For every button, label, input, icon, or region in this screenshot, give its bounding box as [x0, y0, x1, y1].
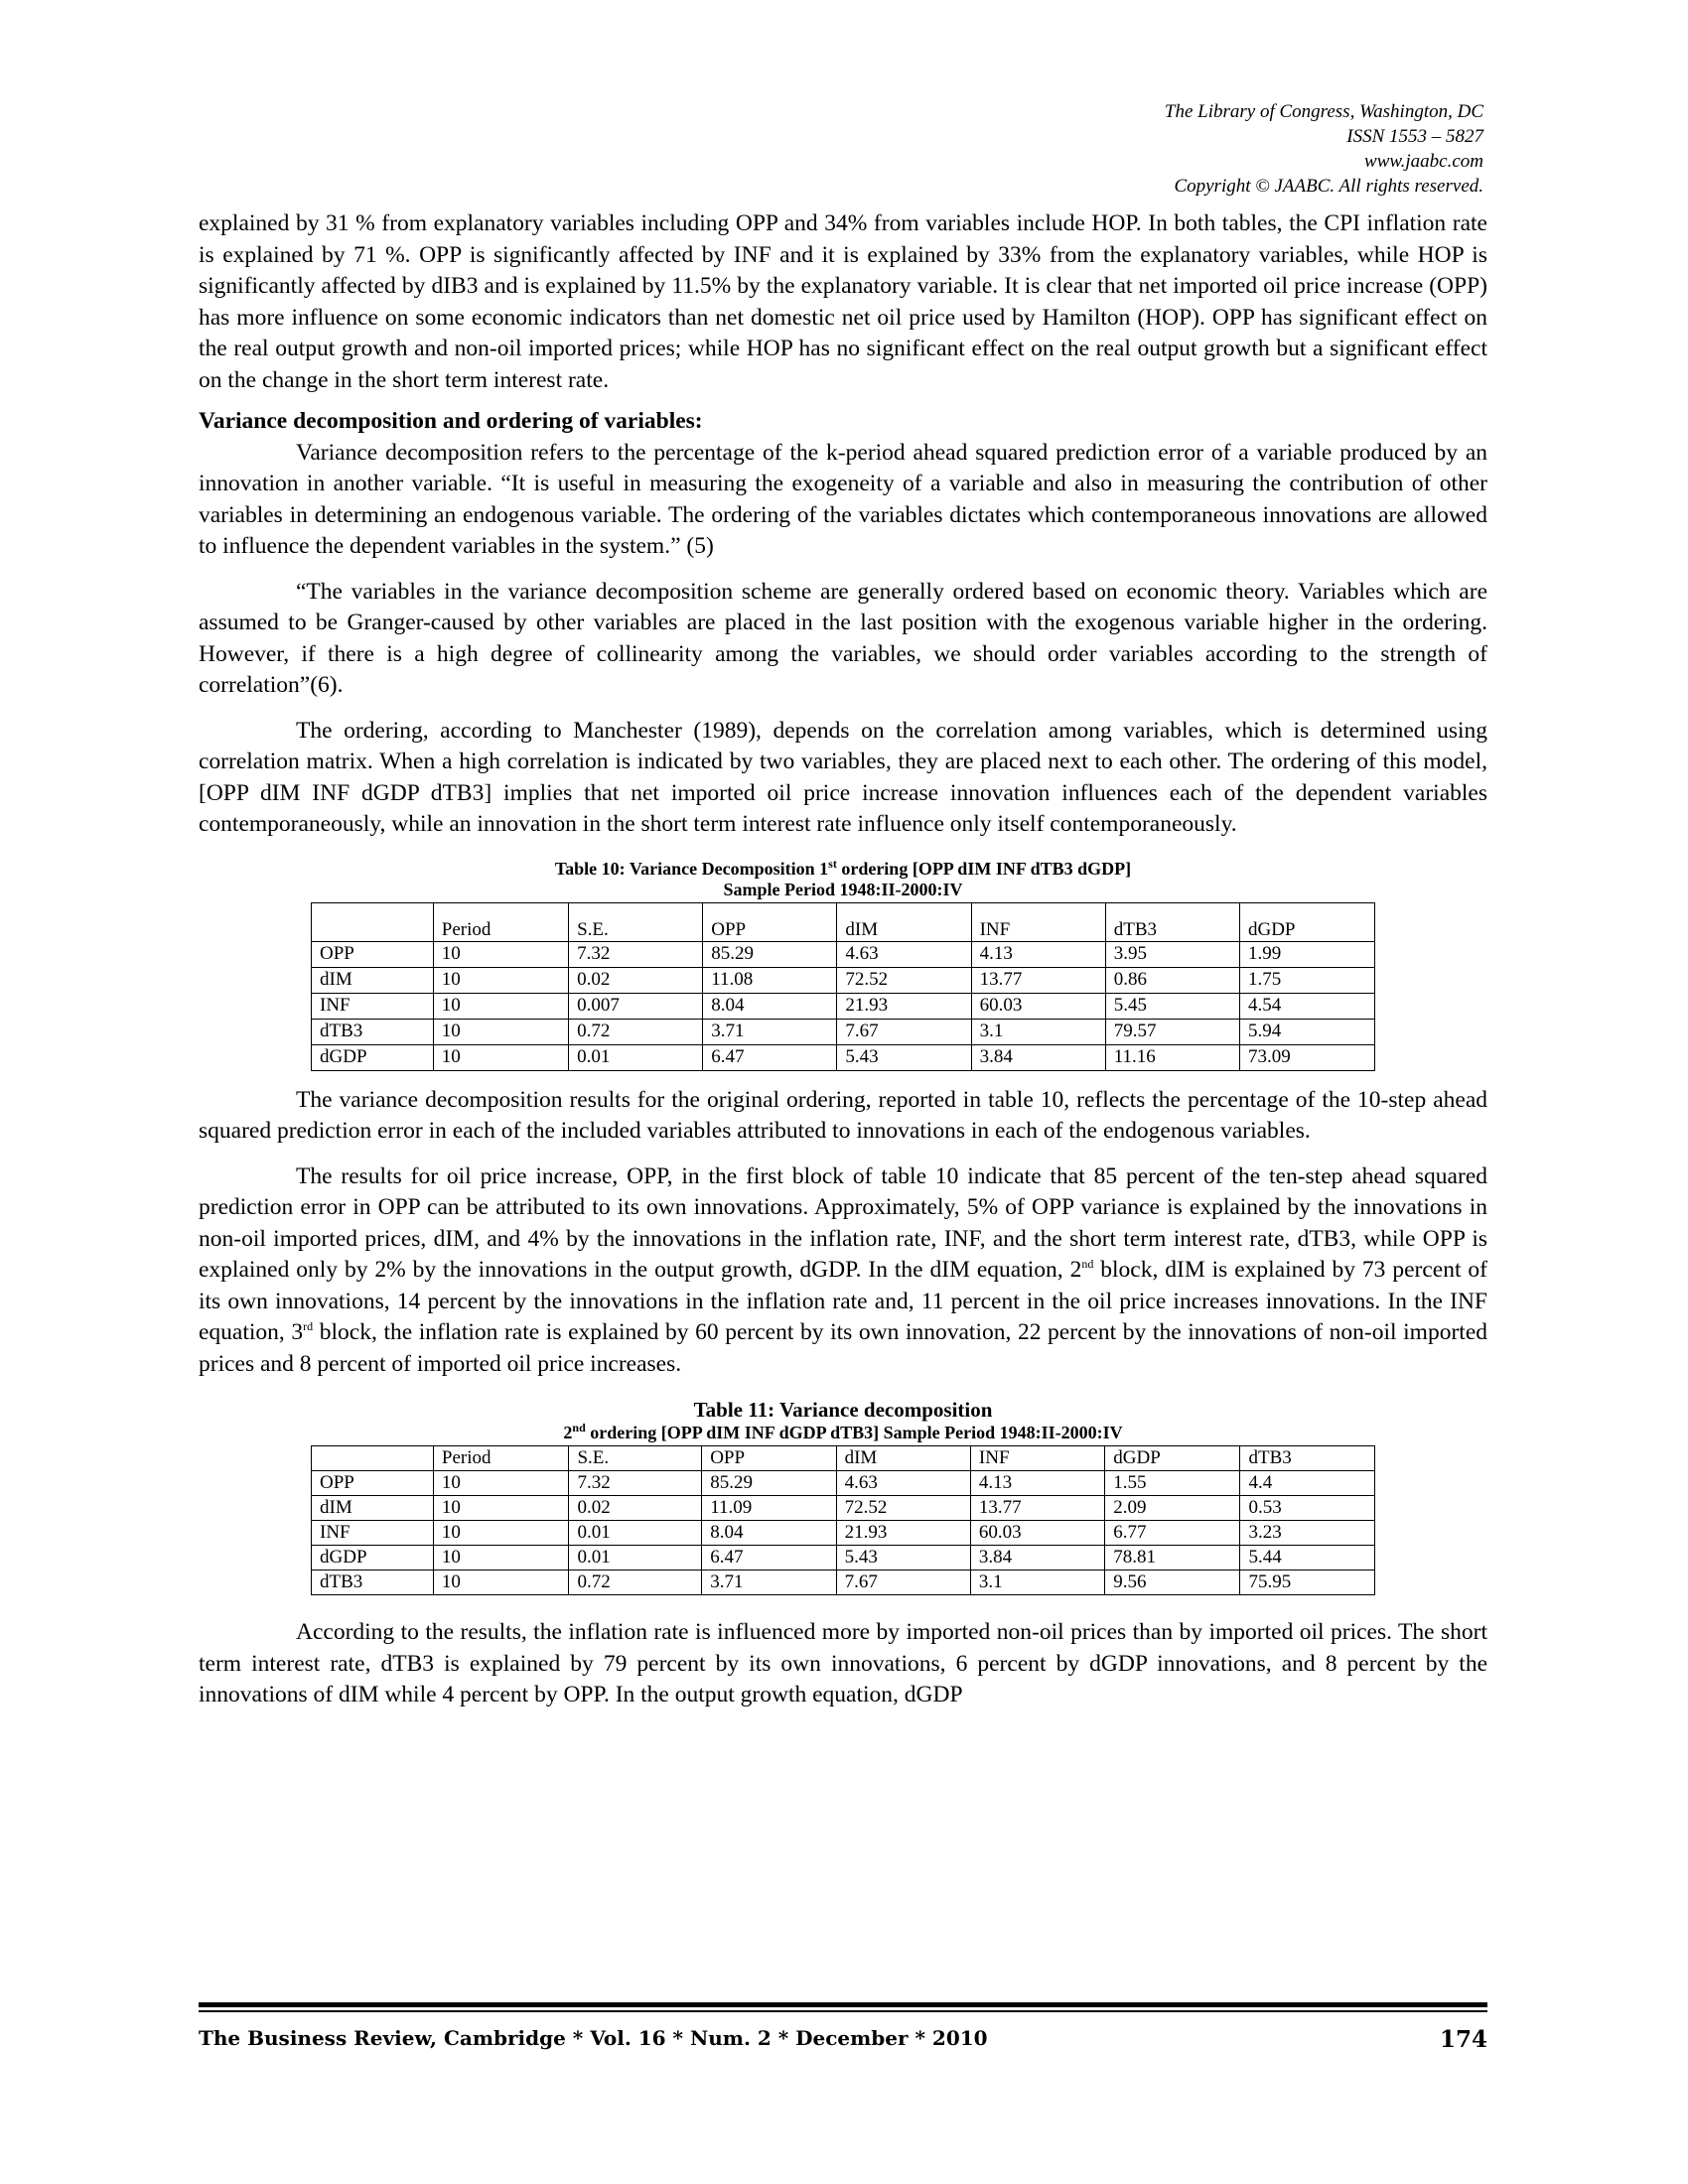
- table-cell: 1.99: [1239, 941, 1374, 967]
- table-cell: 0.02: [569, 1496, 702, 1521]
- table-row: [312, 1570, 1375, 1595]
- header-line-4: Copyright © JAABC. All rights reserved.: [1174, 176, 1483, 197]
- paragraph-5: The variance decomposition results for the original ordering, reported in table 10, reflects the percentage of the 10-step ahead squared prediction error in each of the included variables attributed to innovations in each of the endogenous variables.: [199, 1086, 1487, 1144]
- table-cell: 73.09: [1239, 1044, 1374, 1070]
- table-11-caption: Table 11: Variance decomposition: [693, 1398, 993, 1422]
- table-header-cell: dIM: [837, 902, 971, 941]
- table-cell: 0.72: [569, 1570, 702, 1595]
- paragraph-2: Variance decomposition refers to the percentage of the k-period ahead squared prediction error of a variable produced by an innovation in another variable. “It is useful in measuring the exogeneity of a variable and also in measuring the contribution of other variables in determining an endogenous variable. The ordering of the variables dictates which contemporaneous innovations are allowed to influence the dependent variables in the system.” (5): [199, 439, 1487, 559]
- table-cell: 10: [433, 1044, 568, 1070]
- table-cell: 5.94: [1239, 1019, 1374, 1044]
- table-cell: 5.43: [837, 1044, 971, 1070]
- table-cell: 4.13: [971, 941, 1105, 967]
- table-header-cell: OPP: [703, 902, 837, 941]
- paragraph-6: The results for oil price increase, OPP, in the first block of table 10 indicate that 85 percent of the ten-step ahead squared prediction error in OPP can be attributed to its own innovations. Approximately, 5% of OPP variance is explained by the innovations in non-oil imported prices, dIM, and 4% by the innovations in the inflation rate, INF, and the short term interest rate, dTB3, while OPP is explained only by 2% by the innovations in the output growth, dGDP. In the dIM equation, 2nd block, dIM is explained by 73 percent of its own innovations, 14 percent by the innovations in the inflation rate and, 11 percent in the oil price increases innovations. In the INF equation, 3rd block, the inflation rate is explained by 60 percent by its own innovation, 22 percent by the innovations of non-oil imported prices and 8 percent of imported oil price increases.: [199, 1162, 1487, 1377]
- table-row: [312, 1521, 1375, 1546]
- table-cell: dGDP: [312, 1044, 434, 1070]
- table-cell: 85.29: [703, 941, 837, 967]
- table-cell: 78.81: [1105, 1546, 1240, 1570]
- table-cell: 7.67: [836, 1570, 970, 1595]
- table-cell: 8.04: [703, 993, 837, 1019]
- table-cell: 13.77: [970, 1496, 1104, 1521]
- page-body: [199, 208, 1487, 1711]
- table-cell: 6.47: [703, 1044, 837, 1070]
- section-heading: Variance decomposition and ordering of variables:: [199, 408, 703, 434]
- table-cell: 3.71: [702, 1570, 836, 1595]
- table-cell: 0.01: [569, 1044, 703, 1070]
- table-header-cell: dGDP: [1239, 902, 1374, 941]
- table-cell: 1.75: [1239, 967, 1374, 993]
- footer-journal: The Business Review, Cambridge * Vol. 16 * Num. 2 * December * 2010: [199, 2025, 988, 2050]
- table-cell: INF: [312, 993, 434, 1019]
- table-cell: 2.09: [1105, 1496, 1240, 1521]
- table-cell: 3.95: [1105, 941, 1239, 967]
- table-cell: 4.63: [837, 941, 971, 967]
- table-row: [312, 941, 1375, 967]
- table-header-cell: OPP: [702, 1446, 836, 1471]
- table-header-cell: [312, 902, 434, 941]
- table-cell: 1.55: [1105, 1471, 1240, 1496]
- table-cell: 21.93: [836, 1521, 970, 1546]
- table-11-subcaption: 2nd ordering [OPP dIM INF dGDP dTB3] Sample Period 1948:II-2000:IV: [563, 1421, 1123, 1442]
- table-10-sample-period: Sample Period 1948:II-2000:IV: [723, 879, 963, 899]
- table-row: [312, 967, 1375, 993]
- table-cell: 4.63: [836, 1471, 970, 1496]
- table-cell: 3.1: [971, 1019, 1105, 1044]
- table-cell: 10: [433, 1471, 569, 1496]
- paragraph-7: According to the results, the inflation rate is influenced more by imported non-oil prices than by imported oil prices. The short term interest rate, dTB3 is explained by 79 percent by its own innovations, 6 percent by dGDP innovations, and 8 percent by the innovations of dIM while 4 percent by OPP. In the output growth equation, dGDP: [199, 1619, 1487, 1707]
- table-cell: 0.86: [1105, 967, 1239, 993]
- table-header-cell: dTB3: [1240, 1446, 1375, 1471]
- table-11: [311, 1445, 1375, 1595]
- table-header-cell: dTB3: [1105, 902, 1239, 941]
- table-cell: 0.53: [1240, 1496, 1375, 1521]
- table-cell: 4.54: [1239, 993, 1374, 1019]
- table-header-cell: S.E.: [569, 902, 703, 941]
- paragraph-3: “The variables in the variance decomposition scheme are generally ordered based on economic theory. Variables which are assumed to be Granger-caused by other variables are placed in the last position with the exogenous variable higher in the ordering. However, if there is a high degree of collinearity among the variables, we should order variables according to the strength of correlation”(6).: [199, 578, 1487, 698]
- table-cell: 10: [433, 993, 568, 1019]
- table-cell: 9.56: [1105, 1570, 1240, 1595]
- table-cell: 11.09: [702, 1496, 836, 1521]
- table-cell: dTB3: [312, 1570, 434, 1595]
- table-cell: 10: [433, 1570, 569, 1595]
- table-cell: 10: [433, 967, 568, 993]
- table-cell: dIM: [312, 1496, 434, 1521]
- table-header-cell: dGDP: [1105, 1446, 1240, 1471]
- table-cell: 6.77: [1105, 1521, 1240, 1546]
- table-cell: 5.45: [1105, 993, 1239, 1019]
- table-row: [312, 1019, 1375, 1044]
- table-cell: 85.29: [702, 1471, 836, 1496]
- table-cell: dGDP: [312, 1546, 434, 1570]
- table-row: [312, 1546, 1375, 1570]
- table-10-caption: Table 10: Variance Decomposition 1st ordering [OPP dIM INF dTB3 dGDP] Sample Period 1948:II-2000:IV: [554, 856, 1132, 899]
- table-cell: 7.32: [569, 941, 703, 967]
- table-cell: 3.84: [971, 1044, 1105, 1070]
- table-cell: 21.93: [837, 993, 971, 1019]
- table-cell: 7.67: [837, 1019, 971, 1044]
- table-cell: 11.16: [1105, 1044, 1239, 1070]
- table-cell: 10: [433, 1521, 569, 1546]
- table-row: [312, 1471, 1375, 1496]
- table-cell: 13.77: [971, 967, 1105, 993]
- table-cell: 6.47: [702, 1546, 836, 1570]
- table-cell: 3.84: [970, 1546, 1104, 1570]
- table-cell: 8.04: [702, 1521, 836, 1546]
- table-header-cell: dIM: [836, 1446, 970, 1471]
- table-header-cell: S.E.: [569, 1446, 702, 1471]
- table-cell: 10: [433, 941, 568, 967]
- table-cell: dTB3: [312, 1019, 434, 1044]
- table-header-cell: INF: [970, 1446, 1104, 1471]
- journal-header: [1165, 99, 1483, 199]
- table-cell: 75.95: [1240, 1570, 1375, 1595]
- table-cell: OPP: [312, 1471, 434, 1496]
- footer-rule-thick: [199, 2002, 1487, 2007]
- table-cell: 72.52: [836, 1496, 970, 1521]
- table-cell: 7.32: [569, 1471, 702, 1496]
- table-cell: 3.1: [970, 1570, 1104, 1595]
- header-line-2: ISSN 1553 – 5827: [1346, 126, 1483, 147]
- header-line-1: The Library of Congress, Washington, DC: [1164, 101, 1483, 122]
- table-cell: 10: [433, 1019, 568, 1044]
- table-header-cell: Period: [433, 902, 568, 941]
- table-cell: 0.72: [569, 1019, 703, 1044]
- page-footer: [199, 2002, 1487, 2053]
- table-row: [312, 1496, 1375, 1521]
- table-header-cell: INF: [971, 902, 1105, 941]
- table-10: [311, 902, 1375, 1071]
- table-cell: 72.52: [837, 967, 971, 993]
- table-header-row: [312, 1446, 1375, 1471]
- table-cell: 11.08: [703, 967, 837, 993]
- table-header-cell: Period: [433, 1446, 569, 1471]
- table-cell: 79.57: [1105, 1019, 1239, 1044]
- table-cell: 10: [433, 1496, 569, 1521]
- table-cell: INF: [312, 1521, 434, 1546]
- paragraph-1: explained by 31 % from explanatory variables including OPP and 34% from variables include HOP. In both tables, the CPI inflation rate is explained by 71 %. OPP is significantly affected by INF and it is explained by 33% from the explanatory variables, while HOP is significantly affected by dIB3 and is explained by 11.5% by the explanatory variable. It is clear that net imported oil price increase (OPP) has more influence on some economic indicators than net domestic net oil price used by Hamilton (HOP). OPP has significant effect on the real output growth and non-oil imported prices; while HOP has no significant effect on the real output growth but a significant effect on the change in the short term interest rate.: [199, 210, 1487, 393]
- table-cell: 3.23: [1240, 1521, 1375, 1546]
- table-cell: 10: [433, 1546, 569, 1570]
- table-cell: 60.03: [970, 1521, 1104, 1546]
- table-cell: 3.71: [703, 1019, 837, 1044]
- table-cell: 5.43: [836, 1546, 970, 1570]
- table-cell: 0.01: [569, 1546, 702, 1570]
- header-line-3: www.jaabc.com: [1364, 151, 1483, 172]
- table-cell: OPP: [312, 941, 434, 967]
- table-cell: 0.01: [569, 1521, 702, 1546]
- footer-rule-thin: [199, 2010, 1487, 2012]
- table-cell: 0.02: [569, 967, 703, 993]
- table-cell: 5.44: [1240, 1546, 1375, 1570]
- table-cell: 4.4: [1240, 1471, 1375, 1496]
- table-cell: 4.13: [970, 1471, 1104, 1496]
- table-row: [312, 1044, 1375, 1070]
- table-header-row: [312, 902, 1375, 941]
- table-cell: dIM: [312, 967, 434, 993]
- table-header-cell: [312, 1446, 434, 1471]
- table-cell: 0.007: [569, 993, 703, 1019]
- page-number: 174: [1439, 2025, 1487, 2053]
- paragraph-4: The ordering, according to Manchester (1989), depends on the correlation among variables, which is determined using correlation matrix. When a high correlation is indicated by two variables, they are placed next to each other. The ordering of this model, [OPP dIM INF dGDP dTB3] implies that net imported oil price increase innovation influences each of the dependent variables contemporaneously, while an innovation in the short term interest rate influence only itself contemporaneously.: [199, 717, 1487, 837]
- table-row: [312, 993, 1375, 1019]
- table-cell: 60.03: [971, 993, 1105, 1019]
